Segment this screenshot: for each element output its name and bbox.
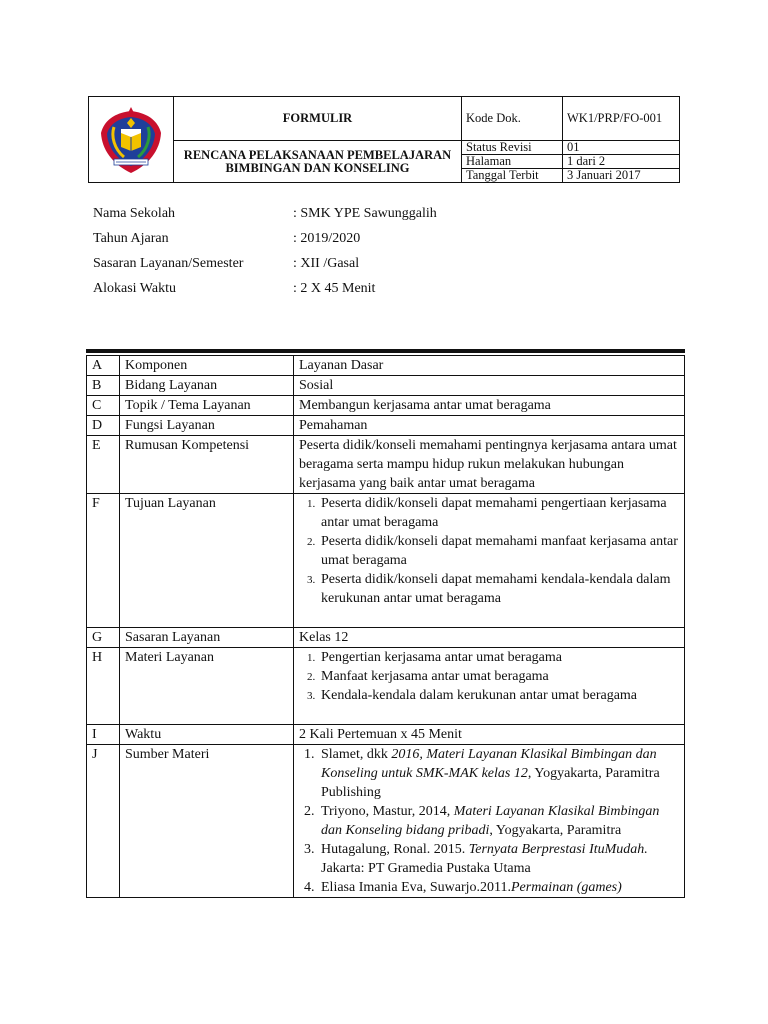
table-row	[87, 725, 685, 745]
row-letter: C	[87, 396, 120, 416]
status-revisi-label: Status Revisi	[462, 141, 563, 155]
reference-item	[318, 802, 679, 840]
tujuan-layanan-cell	[294, 494, 685, 628]
row-label: Topik / Tema Layanan	[120, 396, 294, 416]
row-label: Materi Layanan	[120, 648, 294, 725]
row-letter: H	[87, 648, 120, 725]
tanggal-terbit-value: 3 Januari 2017	[563, 169, 680, 183]
kode-value: WK1/PRP/FO-001	[563, 97, 680, 141]
list-item: 1. Peserta didik/konseli dapat memahami pengertiaan kerjasama antar umat beragama	[318, 494, 679, 532]
table-row	[87, 745, 685, 898]
row-label: Komponen	[120, 356, 294, 376]
row-letter: A	[87, 356, 120, 376]
row-label: Fungsi Layanan	[120, 416, 294, 436]
table-top-rule	[86, 349, 685, 353]
alokasi-waktu-label: Alokasi Waktu	[93, 281, 176, 296]
row-letter: B	[87, 376, 120, 396]
document-header-table	[88, 96, 680, 183]
table-row	[87, 436, 685, 494]
tahun-ajaran-label: Tahun Ajaran	[93, 231, 169, 246]
reference-item	[318, 745, 679, 802]
row-label: Tujuan Layanan	[120, 494, 294, 628]
row-letter: D	[87, 416, 120, 436]
info-row	[93, 206, 653, 231]
tanggal-terbit-label: Tanggal Terbit	[462, 169, 563, 183]
sumber-list	[299, 745, 679, 897]
reference-publisher: , Yogyakarta, Paramitra	[489, 823, 622, 838]
row-label: Rumusan Kompetensi	[120, 436, 294, 494]
table-row	[87, 648, 685, 725]
sasaran-layanan-value: Kelas 12	[294, 628, 685, 648]
list-item: 3. Kendala-kendala dalam kerukunan antar umat beragama	[318, 686, 679, 705]
reference-text: Slamet, dkk	[321, 747, 392, 762]
nama-sekolah-label: Nama Sekolah	[93, 206, 176, 221]
table-row	[87, 376, 685, 396]
info-row	[93, 256, 653, 281]
info-row	[93, 231, 653, 256]
form-title: FORMULIR	[174, 97, 462, 141]
table-row	[87, 494, 685, 628]
reference-publisher: , Yogyakarta, Paramitra Publishing	[321, 766, 660, 800]
document-title-line1: RENCANA PELAKSANAAN PEMBELAJARAN	[183, 147, 452, 162]
reference-text: Eliasa Imania Eva, Suwarjo.2011.	[321, 880, 511, 895]
nama-sekolah-value: : SMK YPE Sawunggalih	[293, 206, 437, 221]
reference-title: Materi Layanan Klasikal Bimbingan dan Konseling bidang pribadi	[321, 804, 660, 838]
reference-item	[318, 840, 679, 878]
rpp-table	[86, 355, 685, 898]
rumusan-kompetensi-value: Peserta didik/konseli memahami pentingnya kerjasama antara umat beragama serta mampu hidup rukun melakukan hubungan kerjasama yang baik antar umat beragama	[294, 436, 685, 494]
reference-text: Hutagalung, Ronal. 2015.	[321, 842, 469, 857]
reference-item	[318, 878, 679, 897]
school-info-block	[93, 206, 653, 306]
tahun-ajaran-value: : 2019/2020	[293, 231, 361, 246]
row-letter: G	[87, 628, 120, 648]
reference-title: 2016, Materi Layanan Klasikal Bimbingan dan Konseling untuk SMK-MAK kelas 12	[321, 747, 657, 781]
komponen-value: Layanan Dasar	[294, 356, 685, 376]
row-label: Waktu	[120, 725, 294, 745]
row-letter: J	[87, 745, 120, 898]
fungsi-layanan-value: Pemahaman	[294, 416, 685, 436]
sasaran-semester-label: Sasaran Layanan/Semester	[93, 256, 244, 271]
bidang-layanan-value: Sosial	[294, 376, 685, 396]
tujuan-list	[299, 494, 679, 608]
info-row	[93, 281, 653, 306]
materi-layanan-cell	[294, 648, 685, 725]
reference-text: Triyono, Mastur, 2014,	[321, 804, 454, 819]
waktu-value: 2 Kali Pertemuan x 45 Menit	[294, 725, 685, 745]
reference-title: Ternyata Berprestasi ItuMudah.	[468, 842, 648, 857]
list-item: 2. Peserta didik/konseli dapat memahami manfaat kerjasama antar umat beragama	[318, 532, 679, 570]
topik-value: Membangun kerjasama antar umat beragama	[294, 396, 685, 416]
list-item: 2. Manfaat kerjasama antar umat beragama	[318, 667, 679, 686]
row-letter: E	[87, 436, 120, 494]
status-revisi-value: 01	[563, 141, 680, 155]
reference-title: Permainan (games)	[510, 880, 622, 895]
row-label: Sasaran Layanan	[120, 628, 294, 648]
table-row	[87, 416, 685, 436]
list-item: 3. Peserta didik/konseli dapat memahami kendala-kendala dalam kerukunan antar umat beragama	[318, 570, 679, 608]
school-emblem-icon	[94, 103, 168, 177]
list-item: 1. Pengertian kerjasama antar umat beragama	[318, 648, 679, 667]
kode-label: Kode Dok.	[462, 97, 563, 141]
table-row	[87, 628, 685, 648]
row-label: Sumber Materi	[120, 745, 294, 898]
halaman-value: 1 dari 2	[563, 155, 680, 169]
reference-publisher: Jakarta: PT Gramedia Pustaka Utama	[321, 861, 531, 876]
materi-list	[299, 648, 679, 705]
sasaran-semester-value: : XII /Gasal	[293, 256, 360, 271]
row-letter: F	[87, 494, 120, 628]
document-title-line2: BIMBINGAN DAN KONSELING	[225, 160, 410, 175]
table-row	[87, 396, 685, 416]
school-logo-cell	[89, 97, 174, 183]
alokasi-waktu-value: : 2 X 45 Menit	[293, 281, 376, 296]
sumber-materi-cell	[294, 745, 685, 898]
row-letter: I	[87, 725, 120, 745]
document-title	[174, 141, 462, 183]
halaman-label: Halaman	[462, 155, 563, 169]
table-row	[87, 356, 685, 376]
row-label: Bidang Layanan	[120, 376, 294, 396]
